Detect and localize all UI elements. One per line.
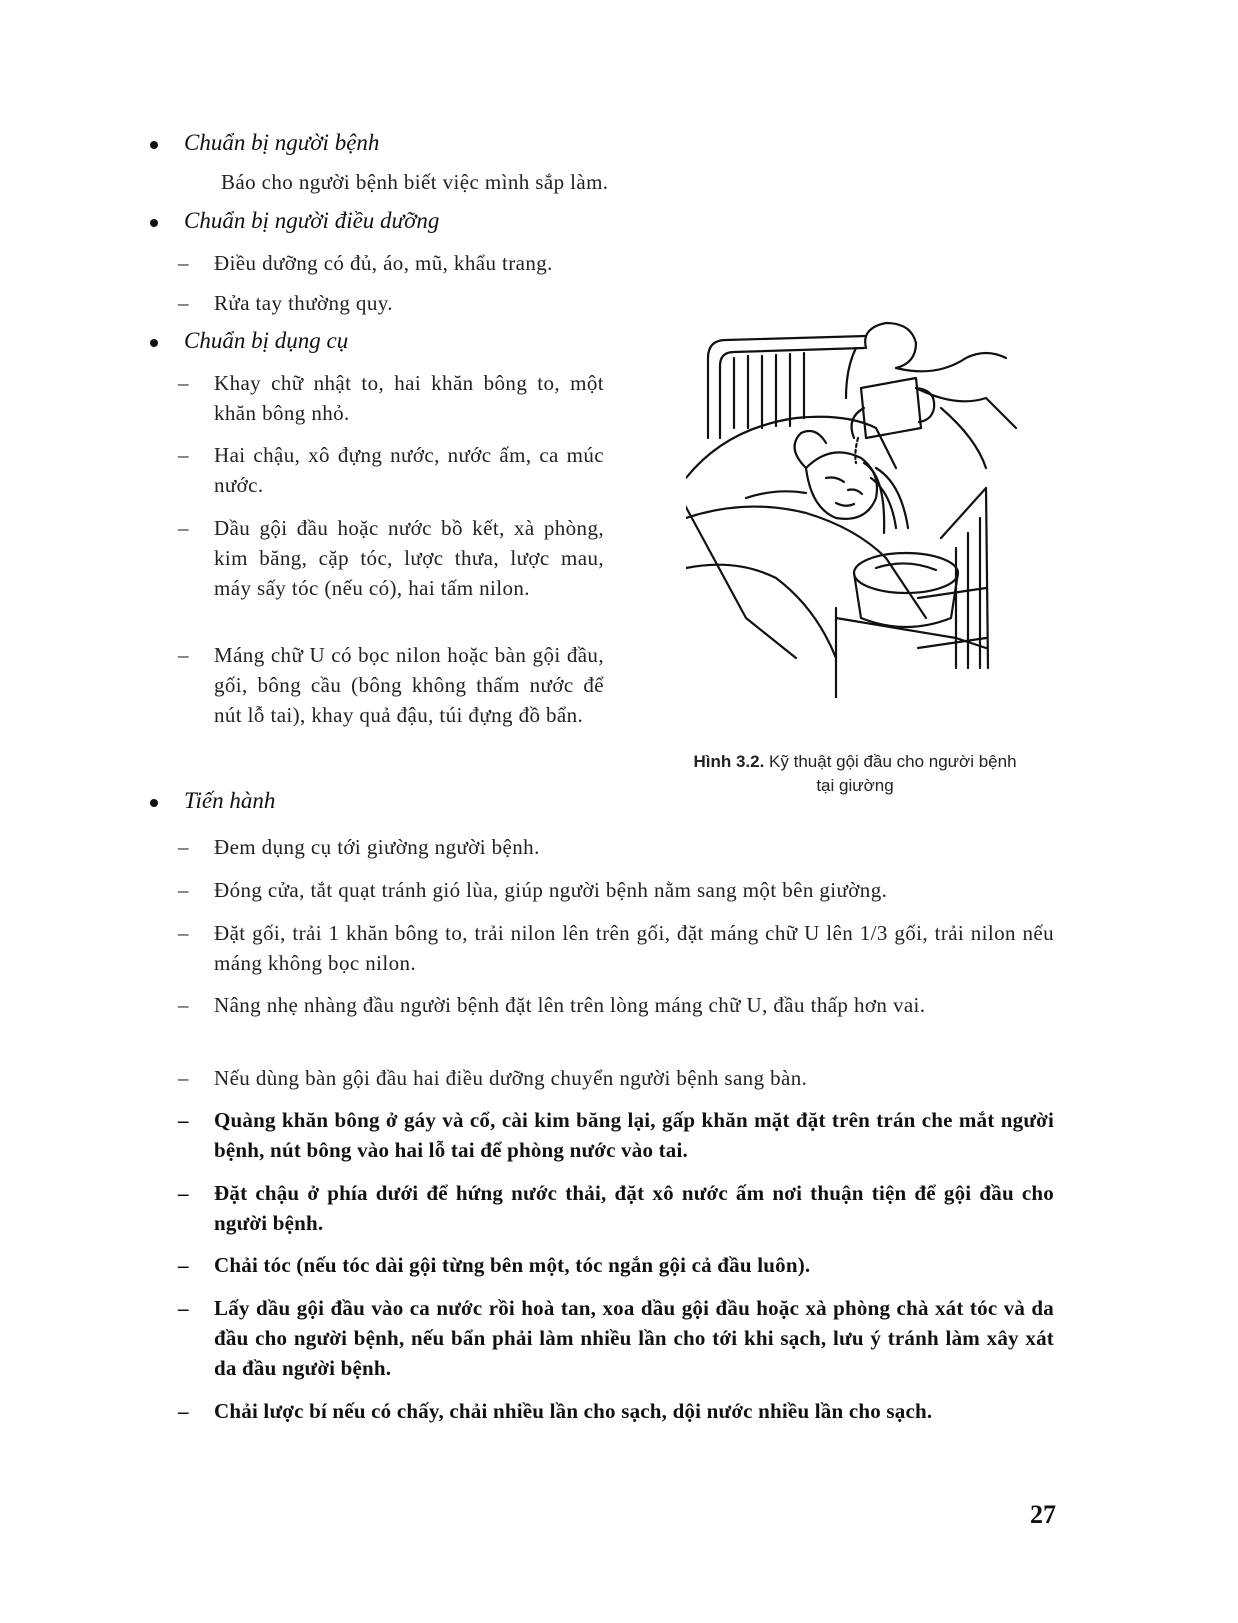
figure-label: Hình 3.2. xyxy=(693,752,765,771)
procedure-item: – Chải tóc (nếu tóc dài gội từng bên một, tóc ngắn gội cả đầu luôn). xyxy=(178,1253,811,1277)
procedure-item: – Đặt gối, trải 1 khăn bông to, trải nilon lên trên gối, đặt máng chữ U lên 1/3 gối, trải nilon nếu máng không bọc nilon. xyxy=(178,921,1054,975)
section-heading-tools-prep: Chuẩn bị dụng cụ xyxy=(150,328,348,354)
page-number: 27 xyxy=(1030,1500,1056,1529)
tools-prep-item: – Hai chậu, xô đựng nước, nước ấm, ca múc nước. xyxy=(178,443,604,497)
bullet-dot xyxy=(150,339,158,347)
bullet-dot xyxy=(150,219,158,227)
figure-caption-text: Kỹ thuật gội đầu cho người bệnh tại giường xyxy=(769,752,1017,795)
procedure-item: – Nếu dùng bàn gội đầu hai điều dưỡng chuyển người bệnh sang bàn. xyxy=(178,1066,808,1090)
procedure-item: – Đặt chậu ở phía dưới để hứng nước thải, đặt xô nước ấm nơi thuận tiện để gội đầu cho người bệnh. xyxy=(178,1181,1054,1235)
procedure-item: – Chải lược bí nếu có chấy, chải nhiều lần cho sạch, dội nước nhiều lần cho sạch. xyxy=(178,1399,933,1423)
bullet-dot xyxy=(150,141,158,149)
patient-prep-text: Báo cho người bệnh biết việc mình sắp làm. xyxy=(221,170,609,194)
procedure-item: – Đóng cửa, tắt quạt tránh gió lùa, giúp người bệnh nằm sang một bên giường. xyxy=(178,878,888,902)
bullet-dot xyxy=(150,799,158,807)
tools-prep-item: – Khay chữ nhật to, hai khăn bông to, một khăn bông nhỏ. xyxy=(178,371,604,425)
section-heading-patient-prep: Chuẩn bị người bệnh xyxy=(150,130,379,156)
section-heading-nurse-prep: Chuẩn bị người điều dưỡng xyxy=(150,208,439,234)
figure-caption xyxy=(690,750,1020,798)
nurse-prep-item: – Rửa tay thường quy. xyxy=(178,291,393,315)
nurse-prep-item: – Điều dưỡng có đủ, áo, mũ, khẩu trang. xyxy=(178,251,553,275)
tools-prep-item: – Máng chữ U có bọc nilon hoặc bàn gội đầu, gối, bông cầu (bông không thấm nước để nút lỗ tai), khay quả đậu, túi đựng đồ bẩn. xyxy=(178,643,604,727)
procedure-item: – Đem dụng cụ tới giường người bệnh. xyxy=(178,835,540,859)
tools-prep-item: – Dầu gội đầu hoặc nước bồ kết, xà phòng, kim băng, cặp tóc, lược thưa, lược mau, máy sấy tóc (nếu có), hai tấm nilon. xyxy=(178,516,604,600)
nurse-washing-patient-hair-illustration xyxy=(686,318,1026,698)
procedure-item: – Quàng khăn bông ở gáy và cổ, cài kim băng lại, gấp khăn mặt đặt trên trán che mắt người bệnh, nút bông vào hai lỗ tai để phòng nước vào tai. xyxy=(178,1108,1054,1162)
section-heading-procedure: Tiến hành xyxy=(150,788,275,814)
procedure-item: – Lấy dầu gội đầu vào ca nước rồi hoà tan, xoa dầu gội đầu hoặc xà phòng chà xát tóc và da đầu cho người bệnh, nếu bẩn phải làm nhiều lần cho tới khi sạch, lưu ý tránh làm xây xát da đầu người bệnh. xyxy=(178,1296,1054,1380)
procedure-item: – Nâng nhẹ nhàng đầu người bệnh đặt lên trên lòng máng chữ U, đầu thấp hơn vai. xyxy=(178,993,926,1017)
